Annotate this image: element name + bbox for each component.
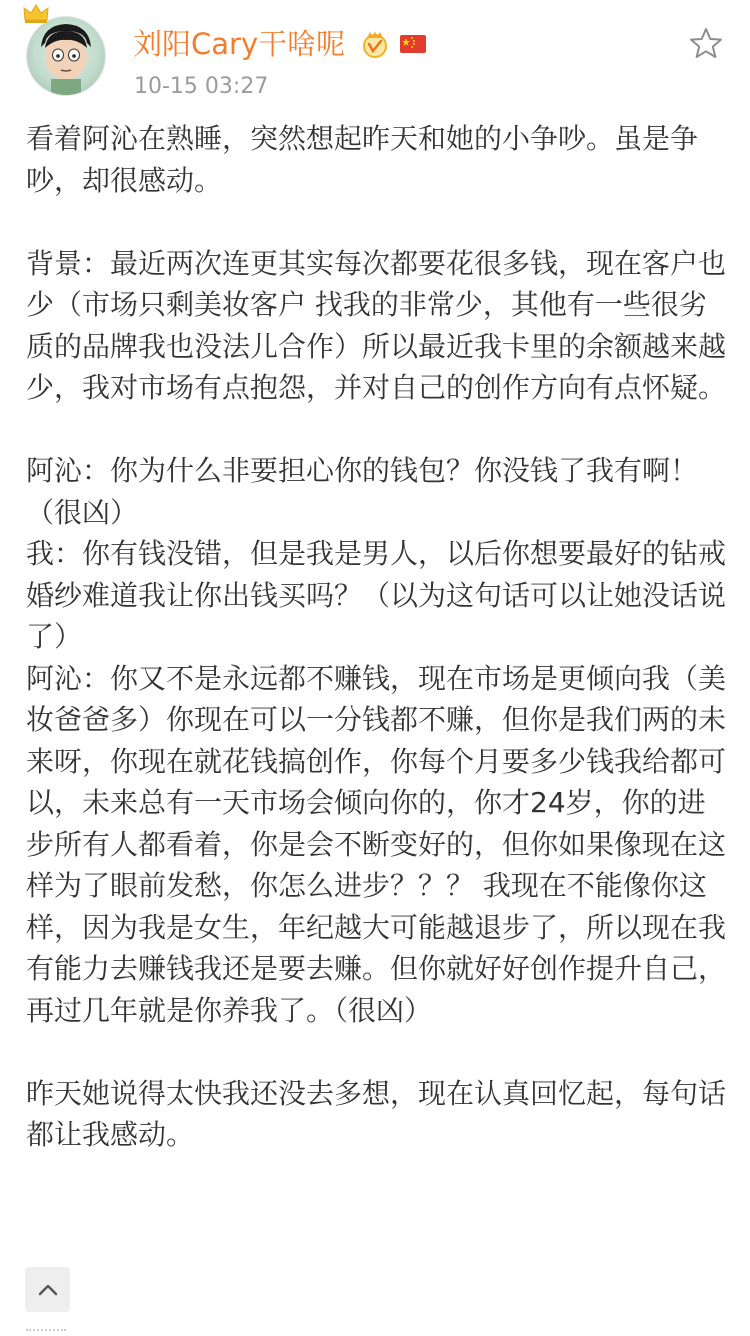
paragraph-spacer bbox=[26, 1031, 726, 1073]
paragraph-spacer bbox=[26, 409, 726, 451]
chevron-up-icon bbox=[38, 1283, 58, 1297]
avatar[interactable] bbox=[26, 16, 106, 96]
china-flag-icon bbox=[398, 29, 428, 59]
cartoon-boy-avatar-icon bbox=[27, 17, 105, 95]
star-outline-icon[interactable] bbox=[688, 26, 724, 62]
post-paragraph-background: 背景：最近两次连更其实每次都要花很多钱，现在客户也少（市场只剩美妆客户 找我的非常少，其他有一些很劣质的品牌我也没法儿合作）所以最近我卡里的余额越来越少，我对市场有点抱怨，并对自己的创作方向有点怀疑。 bbox=[26, 246, 727, 404]
post-content bbox=[26, 118, 726, 1156]
user-badges bbox=[360, 28, 428, 60]
collapse-button[interactable] bbox=[25, 1267, 70, 1312]
footer-divider bbox=[26, 1329, 66, 1336]
vip-badge-icon[interactable] bbox=[360, 29, 390, 59]
post-paragraph-intro: 看着阿沁在熟睡，突然想起昨天和她的小争吵。虽是争吵，却很感动。 bbox=[26, 122, 699, 197]
paragraph-spacer bbox=[26, 201, 726, 243]
post-paragraph-dialogue-1: 阿沁：你为什么非要担心你的钱包？你没钱了我有啊！（很凶） bbox=[26, 454, 699, 529]
post-paragraph-dialogue-2: 我：你有钱没错，但是我是男人，以后你想要最好的钻戒婚纱难道我让你出钱买吗？（以为这句话可以让她没话说了） bbox=[26, 537, 727, 653]
post-paragraph-conclusion: 昨天她说得太快我还没去多想，现在认真回忆起，每句话都让我感动。 bbox=[26, 1076, 727, 1151]
username[interactable]: 刘阳Cary干啥呢 bbox=[133, 27, 346, 61]
post-timestamp: 10-15 03:27 bbox=[134, 74, 269, 99]
crown-icon bbox=[22, 2, 50, 24]
post-paragraph-dialogue-3: 阿沁：你又不是永远都不赚钱，现在市场是更倾向我（美妆爸爸多）你现在可以一分钱都不赚，但你是我们两的未来呀，你现在就花钱搞创作，你每个月要多少钱我给都可以，未来总有一天市场会倾向你的，你才24岁，你的进步所有人都看着，你是会不断变好的，但你如果像现在这样为了眼前发愁，你怎么进步？？？ 我现在不能像你这样，因为我是女生，年纪越大可能越退步了，所以现在我有能力去赚钱我还是要去赚。但你就好好创作提升自己，再过几年就是你养我了。（很凶） bbox=[26, 661, 727, 1027]
post-header bbox=[0, 0, 750, 112]
